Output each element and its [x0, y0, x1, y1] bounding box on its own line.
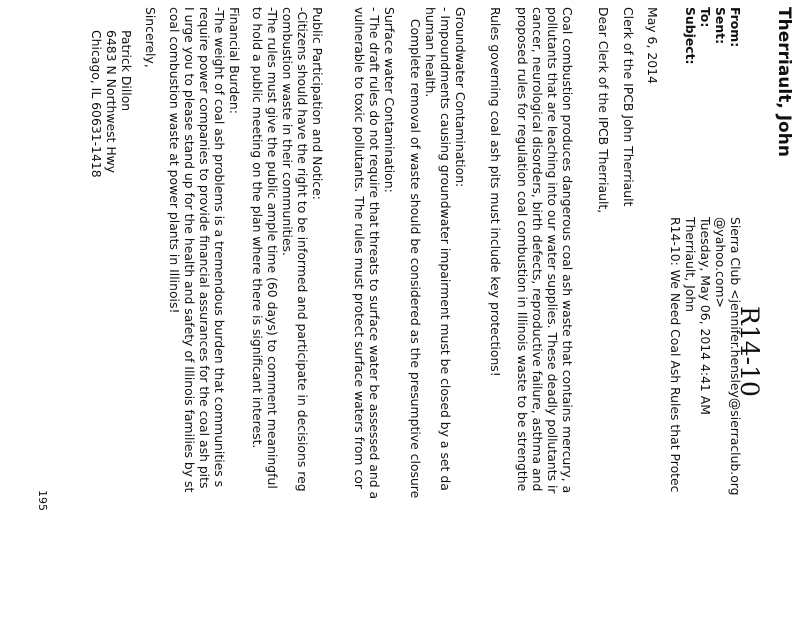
public-participation-section: Public Participation and Notice: -Citizens should have the right to be informed and participate in decisions reg combustion waste in their communities. -The rules must give the public ample time (60 days) to comment meaningful to hold a public meeting on the plan where there is significant interest. [250, 7, 325, 492]
closing: Sincerely, [143, 7, 158, 68]
signature-block: Patrick Dillon 6483 N Northwest Hwy Chicago, IL 60631-1418 [89, 30, 134, 178]
groundwater-section: Groundwater Contamination: - Impoundments causing groundwater impairment must be closed by a set da human health. Complete removal of waste should be considered as the presumptive closure [408, 7, 468, 499]
financial-burden-section: Financial Burden: -The weight of coal ash problems is a tremendous burden that communities s require power companies to provide financial assurances for the coal ash pits I urge you to please stand up for the health and safety of Illinois families by st coal combustion waste at power plants in Illinois! [167, 7, 242, 493]
document-id: R14-10 [735, 306, 764, 397]
letter-date: May 6, 2014 [645, 7, 660, 84]
rules-heading: Rules governing coal ash pits must include key protections! [488, 7, 503, 377]
page-number: 195 [36, 490, 49, 511]
email-header-values: Sierra Club <jennifer.hensley@sierraclub.org @yahoo.com> Tuesday, May 06, 2014 4:41 AM Therriault, John R14-10: We Need Coal Ash Rules that Protec [668, 217, 743, 496]
sender-name: Therriault, John [774, 7, 794, 157]
recipient-line: Clerk of the IPCB John Therriault [621, 7, 636, 207]
salutation: Dear Clerk of the IPCB Therriault, [596, 7, 611, 214]
email-header-labels: From: Sent: To: Subject: [683, 7, 743, 65]
surface-water-section: Surface water Contamination: - The draft rules do not require that threats to surface water be assessed and a vulnerable to toxic pollutants. The rules must protect surface waters from cor [352, 7, 397, 500]
intro-paragraph: Coal combustion produces dangerous coal ash waste that contains mercury, a pollutants that are leaching into our water supplies. These deadly pollutants ir cancer, neurological disorders, birth defects, reproductive failure, asthma and proposed rules for regulation coal combustion in Illinois waste to be strengthe [515, 7, 575, 494]
